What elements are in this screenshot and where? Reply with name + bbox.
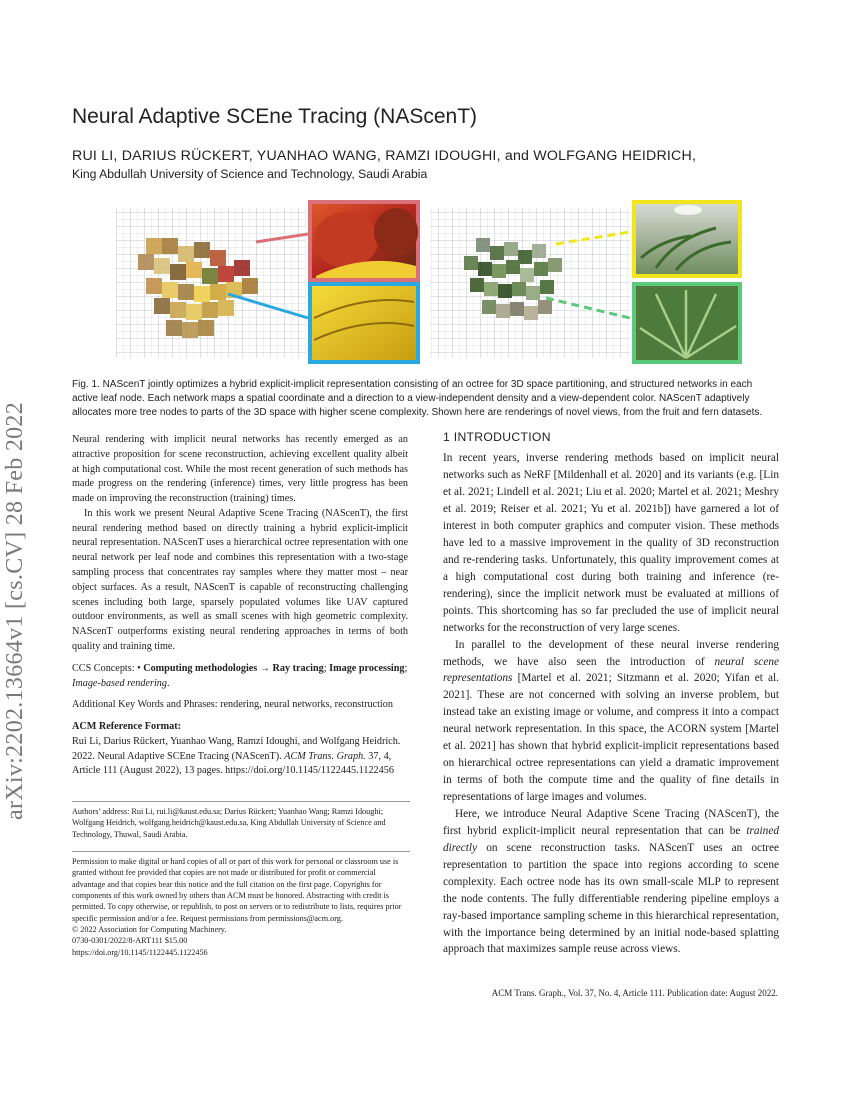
ccs-separator-2: ; [404,662,408,674]
intro-p3-italic: trained directly [443,824,779,854]
intro-p2-end: [Martel et al. 2021; Sitzmann et al. 2020; Yifan et al. 2021]. These are not concerned with solving an inverse problem, but instead take an existing image or volume, and compress it into a compact neural network representation. In this space, the ACORN system [Martel et al. 2021] has shown that hybrid explicit-implicit representations based on hierarchical octree representations can yield a dramatic improvement in terms of both the compute time and the quality of fine details in representations of large images and volumes. [443,672,779,804]
intro-paragraph-1: In recent years, inverse rendering methods based on implicit neural networks such as NeRF [Mildenhall et al. 2020] and its variants (e.g. [Lin et al. 2021; Lindell et al. 2021; Liu et al. 2020; Martel et al. 2021; Meshry et al. 2019; Reiser et al. 2021; Yu et al. 2021b]) have garnered a lot of interest in both computer graphics and computer vision. These methods have led to a massive improvement in the quality of 3D reconstruction and re-rendering tasks. Unfortunately, this quality improvement comes at a high computational cost during both training and inference (re-rendering), since the implicit network must be evaluated at millions of points. This shortcoming has so far precluded the use of implicit neural networks for the reconstruction of very large scenes. [443,452,779,634]
ccs-concept-1: Computing methodologies → Ray tracing [143,662,324,674]
acm-reference-text-b: 37, 4, Article 111 (August 2022), 13 pages. https://doi.org/10.1145/1122445.1122456 [72,750,394,777]
author-address-note: Authors’ address: Rui Li, rui.li@kaust.edu.sa; Darius Rückert; Yuanhao Wang; Ramzi Idoughi; Wolfgang Heidrich, wolfgang.heidrich@kaust.edu.sa, King Abdullah University of Science and Technology, Thuwal, Saudi Arabia. [72,801,410,840]
ccs-concept-3: Image-based rendering [72,677,167,689]
figure-caption: Fig. 1. NAScenT jointly optimizes a hybrid explicit-implicit representation consisting of an octree for 3D space partitioning, and structured networks in each active leaf node. Each network maps a spatial coordinate and a direction to a view-independent density and a view-dependent color. NAScenT adaptively allocates more tree nodes to parts of the 3D space with higher scene complexity. Shown here are renderings of novel views, from the fruit and fern datasets. [72,379,763,418]
intro-p3-end: on scene reconstruction tasks. NAScenT uses an octree representation to partition the space into regions according to scene complexity. Each octree node has its own small-scale MLP to represent the node contents. The fully differentiable rendering pipeline employs a ray-based importance sampling scheme in this hierarchical representation, with the importance being determined by an initial node-based splatting approach that maximizes sample reuse across views. [443,841,779,956]
abstract-paragraph-1: Neural rendering with implicit neural networks has recently emerged as an attractive proposition for scene reconstruction, achieving excellent quality albeit at high computational cost. While the most recent generation of such methods has made progress on the rendering (inference) times, very little progress has been made on improving the reconstruction (training) times. [72,434,408,505]
paper-title: Neural Adaptive SCEne Tracing (NAScenT) [72,105,478,128]
ccs-prefix: CCS Concepts: • [72,662,144,674]
intro-p3-start: Here, we introduce Neural Adaptive Scene Tracing (NAScenT), the first hybrid explicit-implicit neural representation that can be [443,807,779,837]
intro-p2-italic: neural scene representations [443,655,779,685]
fern-crop-top [634,202,740,276]
abstract-paragraph-2: In this work we present Neural Adaptive Scene Tracing (NAScenT), the first neural rendering method based on directly training a hybrid explicit-implicit neural representation. NAScenT uses a hierarchical octree representation with one neural network per leaf node and combines this representation with a two-stage sampling process that concentrates ray samples where they matter most – near object surfaces. As a result, NAScenT is capable of reconstructing challenging scenes including both large, sparsely populated volumes like UAV captured outdoor environments, as well as small scenes with high geometric complexity. NAScenT outperforms existing neural rendering approaches in terms of both quality and training time. [72,507,408,652]
fern-crop-bottom [634,284,740,362]
keywords: Additional Key Words and Phrases: rendering, neural networks, reconstruction [72,699,393,711]
ccs-concepts [72,662,408,692]
teaser-figure [116,198,746,368]
acm-reference-journal: ACM Trans. Graph. [284,750,366,762]
permission-text: Permission to make digital or hard copies of all or part of this work for personal or classroom use is granted without fee provided that copies are not made or distributed for profit or commercial advantage and that copies bear this notice and the full citation on the first page. Copyrights for components of this work owned by others than ACM must be honored. Abstracting with credit is permitted. To copy otherwise, or republish, to post on servers or to redistribute to lists, requires prior specific permission and/or a fee. Request permissions from permissions@acm.org. [72,857,402,923]
copyright-line: © 2022 Association for Computing Machinery. [72,924,227,934]
intro-paragraph-3 [443,806,779,958]
intro-p2-start: In parallel to the development of these neural inverse rendering methods, we have also seen the introduction of [443,638,779,668]
intro-paragraph-2 [443,637,779,806]
affiliation: King Abdullah University of Science and Technology, Saudi Arabia [72,167,428,181]
fern-octree-graphic [430,208,630,358]
acm-reference [72,735,408,779]
introduction-heading: 1 INTRODUCTION [443,430,551,444]
author-list: RUI LI, DARIUS RÜCKERT, YUANHAO WANG, RAMZI IDOUGHI, and WOLFGANG HEIDRICH, [72,148,697,164]
acm-reference-heading: ACM Reference Format: [72,721,181,733]
arxiv-stamp: arXiv:2202.13664v1 [cs.CV] 28 Feb 2022 [2,401,28,820]
article-code: 0730-0301/2022/8-ART111 $15.00 [72,936,188,946]
fruit-octree-graphic [116,208,308,358]
ccs-concept-2: Image processing [329,662,405,674]
fruit-crop-bottom [310,284,418,362]
doi-link[interactable]: https://doi.org/10.1145/1122445.1122456 [72,947,208,957]
acm-reference-text-a: Rui Li, Darius Rückert, Yuanhao Wang, Ramzi Idoughi, and Wolfgang Heidrich. 2022. Neural Adaptive SCEne Tracing (NAScenT). [72,735,401,762]
page-footer: ACM Trans. Graph., Vol. 37, No. 4, Article 111. Publication date: August 2022. [491,988,778,998]
ccs-separator: ; [323,662,330,674]
abstract-column [72,433,408,779]
permission-notice [72,851,410,958]
fruit-crop-top [310,202,418,280]
introduction-column [443,428,779,958]
ccs-end: . [166,677,170,689]
